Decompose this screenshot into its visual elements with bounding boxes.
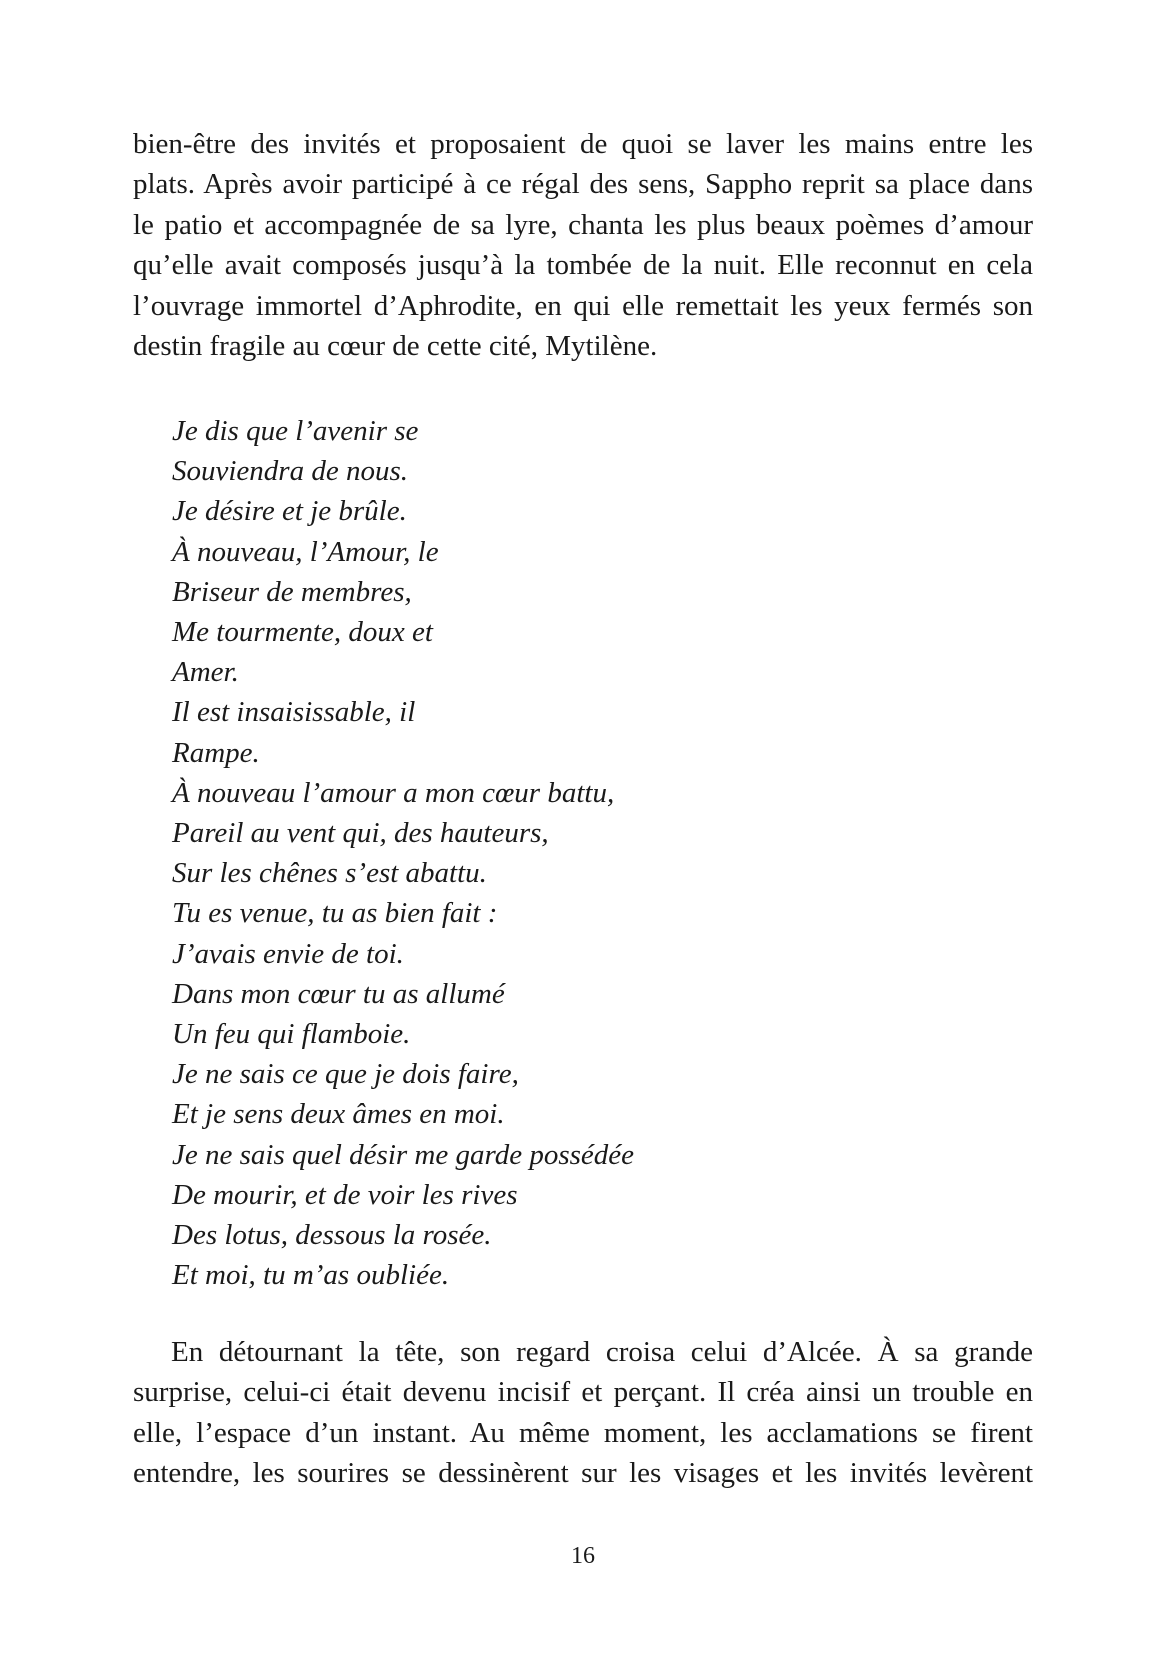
text-line: destin fragile au cœur de cette cité, Mytilène. xyxy=(133,330,658,363)
poem-line: Je ne sais ce que je dois faire, xyxy=(172,1058,519,1091)
poem-line: Et je sens deux âmes en moi. xyxy=(172,1098,505,1131)
poem-line: J’avais envie de toi. xyxy=(172,937,404,970)
poem-line: Un feu qui flamboie. xyxy=(172,1018,411,1051)
text-line: l’ouvrage immortel d’Aphrodite, en qui elle remettait les yeux fermés son xyxy=(133,289,1033,322)
poem-line: Je dis que l’avenir se xyxy=(172,415,419,447)
poem-line: Des lotus, dessous la rosée. xyxy=(172,1219,492,1252)
poem-line: Et moi, tu m’as oubliée. xyxy=(172,1259,450,1292)
poem-line: Dans mon cœur tu as allumé xyxy=(172,977,505,1010)
text-line: qu’elle avait composés jusqu’à la tombée de la nuit. Elle reconnut en cela xyxy=(133,249,1033,282)
poem-line: Sur les chênes s’est abattu. xyxy=(172,857,487,890)
text-line: entendre, les sourires se dessinèrent sur les visages et les invités levèrent xyxy=(133,1457,1033,1490)
page-number: 16 xyxy=(571,1543,595,1569)
poem-line: Rampe. xyxy=(172,736,260,769)
text-line: plats. Après avoir participé à ce régal des sens, Sappho reprit sa place dans xyxy=(133,168,1033,201)
poem-line: Briseur de membres, xyxy=(172,575,412,608)
text-line: le patio et accompagnée de sa lyre, chanta les plus beaux poèmes d’amour xyxy=(133,208,1033,241)
text-line: elle, l’espace d’un instant. Au même moment, les acclamations se firent xyxy=(133,1416,1033,1449)
text-line: surprise, celui-ci était devenu incisif et perçant. Il créa ainsi un trouble en xyxy=(133,1376,1033,1409)
poem-line: Souviendra de nous. xyxy=(172,455,408,488)
poem-line: À nouveau l’amour a mon cœur battu, xyxy=(172,776,615,809)
poem-line: Pareil au vent qui, des hauteurs, xyxy=(172,817,549,850)
poem-line: Me tourmente, doux et xyxy=(172,616,433,649)
poem-line: Amer. xyxy=(172,656,239,689)
poem-line: Tu es venue, tu as bien fait : xyxy=(172,897,498,930)
paragraph-opening xyxy=(133,124,1033,366)
poem-line: Je désire et je brûle. xyxy=(172,495,407,528)
poem-line: Il est insaisissable, il xyxy=(172,696,416,729)
text-line: bien-être des invités et proposaient de quoi se laver les mains entre les xyxy=(133,128,1033,160)
text-line: En détournant la tête, son regard croisa celui d’Alcée. À sa grande xyxy=(171,1336,1033,1368)
poem-line: De mourir, et de voir les rives xyxy=(172,1178,518,1211)
poem-line: À nouveau, l’Amour, le xyxy=(172,535,439,568)
poem-line: Je ne sais quel désir me garde possédée xyxy=(172,1138,635,1171)
poem xyxy=(172,411,634,1295)
paragraph-closing xyxy=(133,1332,1033,1494)
